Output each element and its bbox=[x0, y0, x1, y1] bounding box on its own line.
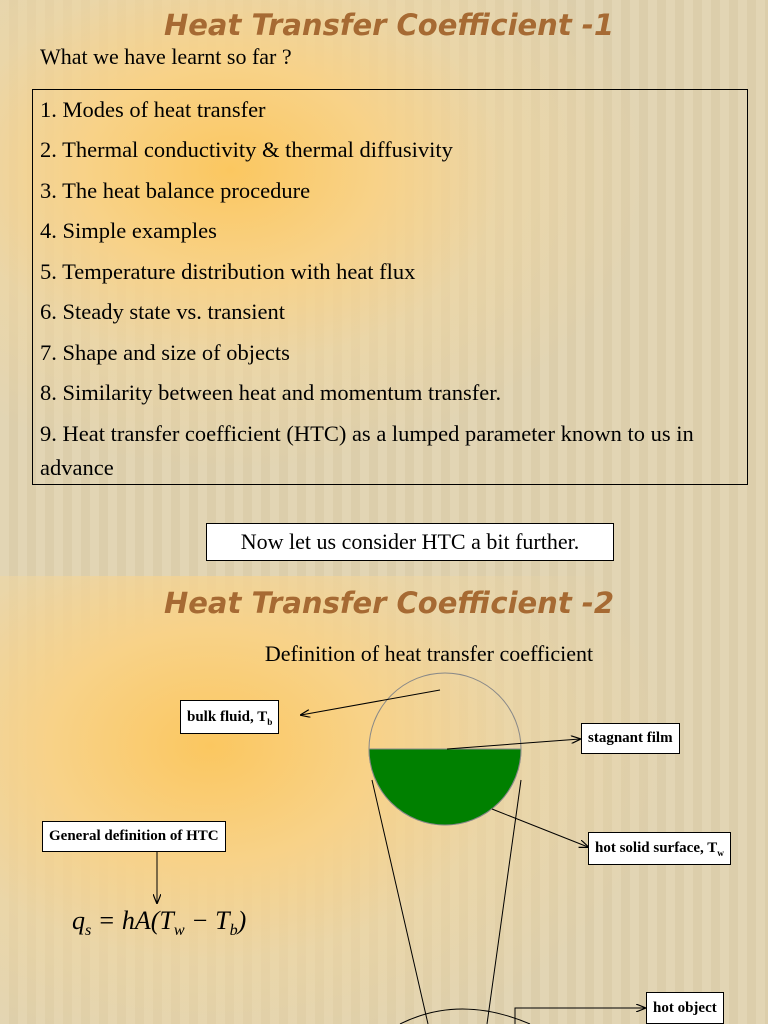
list-item: 7. Shape and size of objects bbox=[40, 340, 290, 365]
slide-1-subtitle: What we have learnt so far ? bbox=[40, 44, 292, 69]
hot-surface-sub: w bbox=[717, 849, 724, 859]
bulk-fluid-sub: b bbox=[267, 718, 273, 728]
list-item: 6. Steady state vs. transient bbox=[40, 299, 285, 324]
stagnant-film-region bbox=[369, 749, 521, 825]
arrow-hot-object bbox=[515, 1008, 645, 1024]
slide-2 bbox=[0, 576, 768, 1024]
topics-box bbox=[32, 89, 748, 485]
bulk-fluid-text: bulk fluid, T bbox=[187, 709, 268, 725]
callout-box: Now let us consider HTC a bit further. bbox=[206, 523, 614, 561]
arrow-stagnant-film bbox=[447, 739, 580, 749]
bulk-fluid-label bbox=[180, 700, 279, 734]
list-item: 3. The heat balance procedure bbox=[40, 178, 311, 203]
general-def-label: General definition of HTC bbox=[42, 821, 226, 852]
stagnant-film-label: stagnant film bbox=[581, 723, 680, 754]
list-item: 2. Thermal conductivity & thermal diffusivity bbox=[40, 137, 453, 162]
hot-surface-text: hot solid surface, T bbox=[595, 840, 718, 856]
eq-q-sub: s bbox=[85, 922, 92, 940]
slide-2-title: Heat Transfer Coefficient -2 bbox=[163, 586, 614, 620]
arrow-bulk-fluid bbox=[301, 690, 440, 715]
eq-tb-sub: b bbox=[229, 922, 238, 940]
list-item: 9. Heat transfer coefficient (HTC) as a lumped parameter known to us in advance bbox=[40, 421, 694, 480]
cone-line-right bbox=[487, 780, 521, 1024]
list-item: 8. Similarity between heat and momentum transfer. bbox=[40, 380, 502, 405]
list-item: 5. Temperature distribution with heat flux bbox=[40, 259, 416, 284]
eq-q: q bbox=[72, 906, 85, 935]
htc-diagram bbox=[0, 576, 768, 1024]
eq-minus: − T bbox=[184, 906, 230, 935]
eq-close: ) bbox=[237, 906, 247, 935]
hot-object-outline bbox=[400, 1009, 530, 1024]
hot-surface-label bbox=[588, 832, 731, 865]
list-item: 1. Modes of heat transfer bbox=[40, 97, 266, 122]
eq-tw-sub: w bbox=[173, 922, 185, 940]
arrow-hot-surface bbox=[492, 809, 588, 847]
slide-2-subtitle: Definition of heat transfer coefficient bbox=[264, 641, 594, 666]
eq-rhs: = hA(T bbox=[91, 906, 174, 935]
slide-1-title: Heat Transfer Coefficient -1 bbox=[163, 8, 614, 42]
list-item: 4. Simple examples bbox=[40, 218, 217, 243]
htc-equation bbox=[72, 906, 246, 940]
hot-object-label: hot object bbox=[646, 992, 724, 1024]
